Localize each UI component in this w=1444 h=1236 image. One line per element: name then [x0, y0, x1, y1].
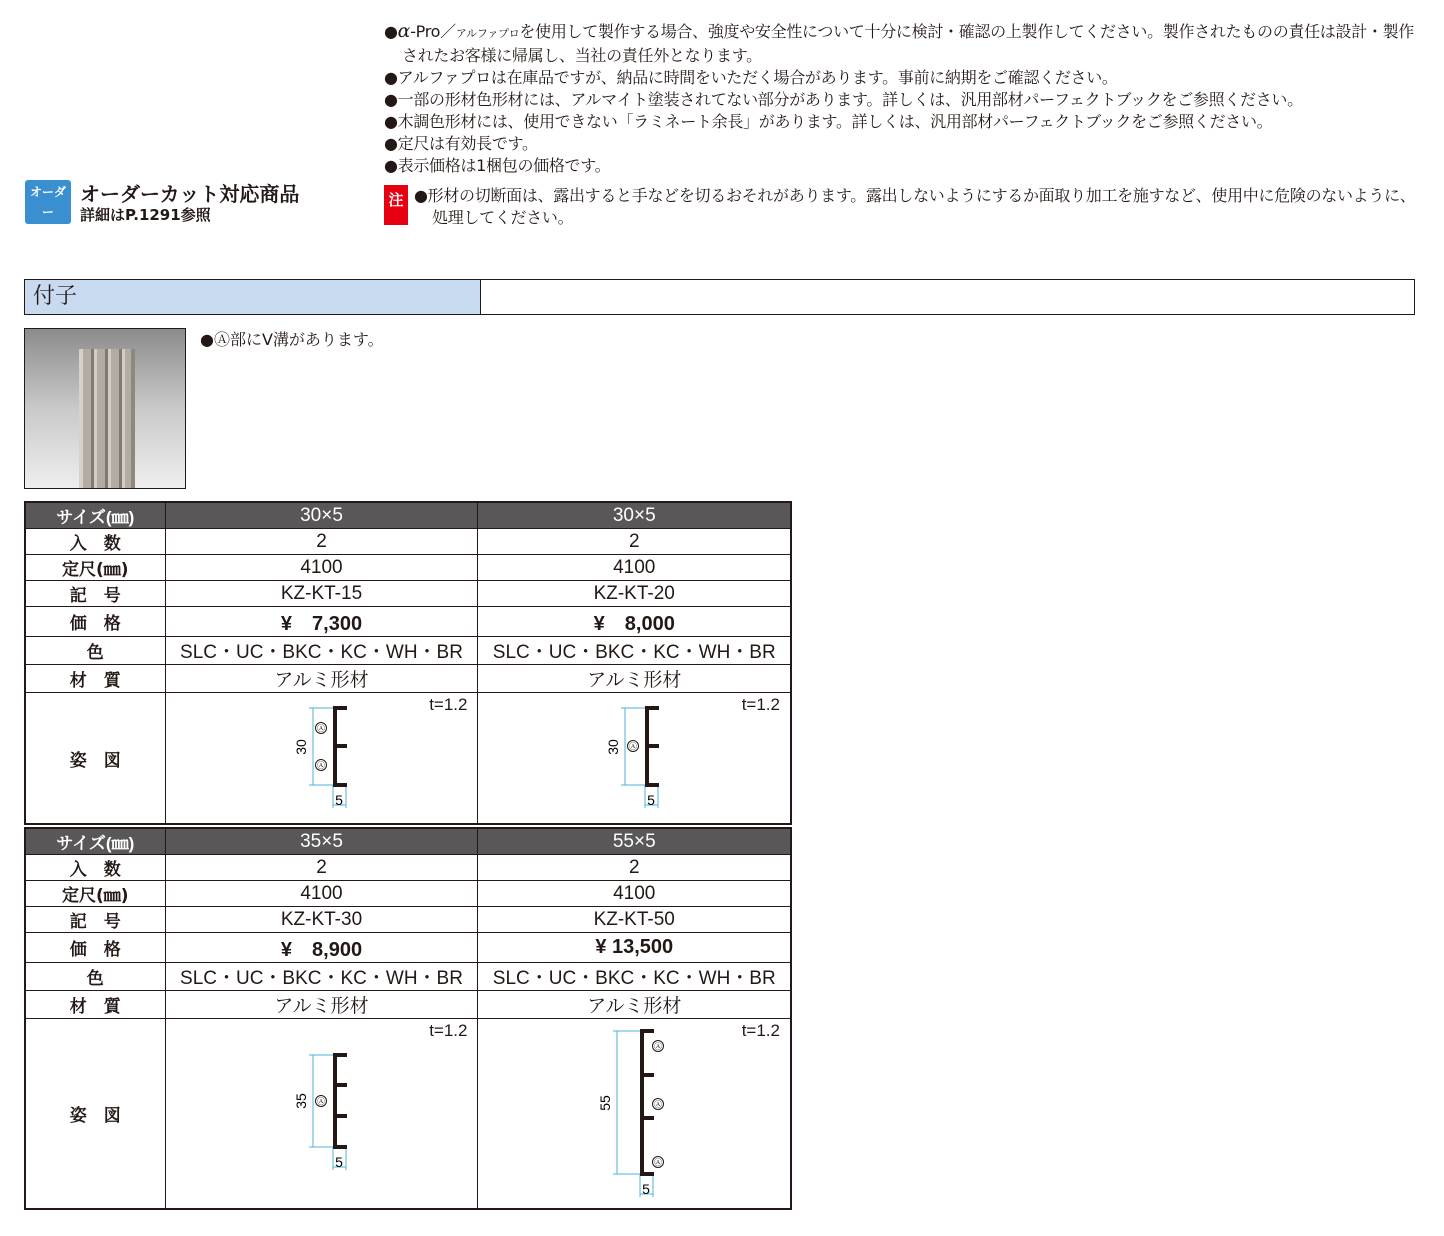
length-label: 定尺(㎜) — [25, 881, 165, 907]
order-cut-badge — [25, 180, 71, 239]
material-value: アルミ形材 — [165, 665, 478, 693]
length-value: 4100 — [478, 881, 791, 907]
qty-value: 2 — [478, 529, 791, 555]
material-label: 材 質 — [25, 665, 165, 693]
note-item: ●定尺は有効長です。 — [384, 134, 538, 153]
table-row — [25, 1019, 791, 1209]
material-value: アルミ形材 — [478, 991, 791, 1019]
price-label: 価 格 — [25, 933, 165, 963]
v-groove-note: ●Ⓐ部にV溝があります。 — [200, 330, 384, 349]
table-row — [25, 555, 791, 581]
table-row — [25, 828, 791, 855]
table-row — [25, 529, 791, 555]
dim-width: 5 — [334, 792, 343, 808]
marker-a: Ⓐ — [654, 1158, 663, 1168]
price-value: ¥ 8,000 — [478, 607, 791, 637]
profile-drawing-cell — [165, 693, 478, 825]
length-label: 定尺(㎜) — [25, 555, 165, 581]
marker-a: Ⓐ — [316, 724, 325, 733]
spec-table-2 — [24, 827, 792, 1210]
thickness-label: t=1.2 — [429, 695, 468, 714]
code-value: KZ-KT-50 — [478, 907, 791, 933]
profile-drawing-kz-kt-30 — [166, 1019, 477, 1207]
table-row — [25, 855, 791, 881]
size-header: サイズ(㎜) — [25, 828, 165, 855]
thickness-label: t=1.2 — [741, 1021, 780, 1040]
dim-width: 5 — [334, 1154, 343, 1171]
marker-a: Ⓐ — [316, 1097, 325, 1107]
price-value: ¥ 7,300 — [165, 607, 478, 637]
order-cut-title: オーダーカット対応商品 — [80, 182, 300, 206]
table-row — [25, 693, 791, 825]
qty-value: 2 — [165, 529, 478, 555]
dim-height: 55 — [597, 1095, 614, 1112]
notes-list — [384, 20, 1424, 177]
order-cut-reference: 詳細はP.1291参照 — [80, 206, 211, 224]
profile-drawing-kz-kt-50 — [478, 1019, 789, 1207]
note-item: ●一部の形材色形材には、アルマイト塗装されてない部分があります。詳しくは、汎用部材パーフェクトブックをご参照ください。 — [384, 90, 1303, 109]
dim-width: 5 — [647, 792, 656, 808]
thickness-label: t=1.2 — [429, 1021, 468, 1040]
note-item: ●アルファプロは在庫品ですが、納品に時間をいただく場合があります。事前に納期をご確認ください。 — [384, 68, 1118, 87]
profile-drawing-cell — [478, 1019, 791, 1209]
material-value: アルミ形材 — [165, 991, 478, 1019]
qty-value: 2 — [165, 855, 478, 881]
code-value: KZ-KT-30 — [165, 907, 478, 933]
table-row — [25, 933, 791, 963]
profile-drawing-cell — [478, 693, 791, 825]
table-row — [25, 502, 791, 529]
note-item: ●α-Pro／アルファプロを使用して製作する場合、強度や安全性について十分に検討・確認の上製作してください。製作されたものの責任は設計・製作されたお客様に帰属し、当社の責任外となります。 — [384, 20, 1415, 65]
size-value: 35×5 — [165, 828, 478, 855]
color-label: 色 — [25, 637, 165, 665]
size-value: 30×5 — [165, 502, 478, 529]
dim-height: 35 — [292, 1093, 309, 1110]
table-row — [25, 907, 791, 933]
material-label: 材 質 — [25, 991, 165, 1019]
price-value: ¥ 13,500 — [478, 933, 791, 963]
size-header: サイズ(㎜) — [25, 502, 165, 529]
table-row — [25, 665, 791, 693]
section-header — [24, 279, 1415, 315]
size-value: 55×5 — [478, 828, 791, 855]
order-badge-line2: カット — [28, 224, 68, 239]
code-label: 記 号 — [25, 907, 165, 933]
drawing-label: 姿 図 — [25, 1019, 165, 1209]
marker-a: Ⓐ — [629, 742, 638, 751]
product-photo — [24, 328, 186, 489]
color-value: SLC・UC・BKC・KC・WH・BR — [478, 637, 791, 665]
table-row — [25, 881, 791, 907]
table-row — [25, 991, 791, 1019]
qty-label: 入 数 — [25, 529, 165, 555]
qty-value: 2 — [478, 855, 791, 881]
table-row — [25, 581, 791, 607]
drawing-label: 姿 図 — [25, 693, 165, 825]
code-value: KZ-KT-20 — [478, 581, 791, 607]
section-title: 付子 — [25, 280, 481, 314]
thickness-label: t=1.2 — [741, 695, 780, 714]
code-value: KZ-KT-15 — [165, 581, 478, 607]
caution-block — [384, 185, 1424, 229]
order-badge-line1: オーダー — [29, 185, 66, 219]
spec-table-1 — [24, 501, 792, 825]
length-value: 4100 — [478, 555, 791, 581]
material-value: アルミ形材 — [478, 665, 791, 693]
note-item: ●木調色形材には、使用できない「ラミネート余長」があります。詳しくは、汎用部材パーフェクトブックをご参照ください。 — [384, 112, 1273, 131]
table-row — [25, 607, 791, 637]
marker-a: Ⓐ — [316, 761, 325, 770]
color-label: 色 — [25, 963, 165, 991]
length-value: 4100 — [165, 555, 478, 581]
color-value: SLC・UC・BKC・KC・WH・BR — [478, 963, 791, 991]
price-label: 価 格 — [25, 607, 165, 637]
dim-height: 30 — [605, 739, 622, 755]
length-value: 4100 — [165, 881, 478, 907]
price-value: ¥ 8,900 — [165, 933, 478, 963]
table-row — [25, 963, 791, 991]
dim-width: 5 — [642, 1181, 651, 1198]
marker-a: Ⓐ — [654, 1042, 663, 1052]
color-value: SLC・UC・BKC・KC・WH・BR — [165, 637, 478, 665]
color-value: SLC・UC・BKC・KC・WH・BR — [165, 963, 478, 991]
caution-badge: 注 — [384, 185, 408, 225]
dim-height: 30 — [292, 739, 309, 755]
profile-photo-illustration — [25, 329, 185, 488]
note-item: ●表示価格は1梱包の価格です。 — [384, 156, 611, 175]
code-label: 記 号 — [25, 581, 165, 607]
size-value: 30×5 — [478, 502, 791, 529]
marker-a: Ⓐ — [654, 1100, 663, 1110]
caution-text: ●形材の切断面は、露出すると手などを切るおそれがあります。露出しないようにするか面取り加工を施すなど、使用中に危険のないように、処理してください。 — [414, 186, 1416, 227]
qty-label: 入 数 — [25, 855, 165, 881]
table-row — [25, 637, 791, 665]
profile-drawing-cell — [165, 1019, 478, 1209]
